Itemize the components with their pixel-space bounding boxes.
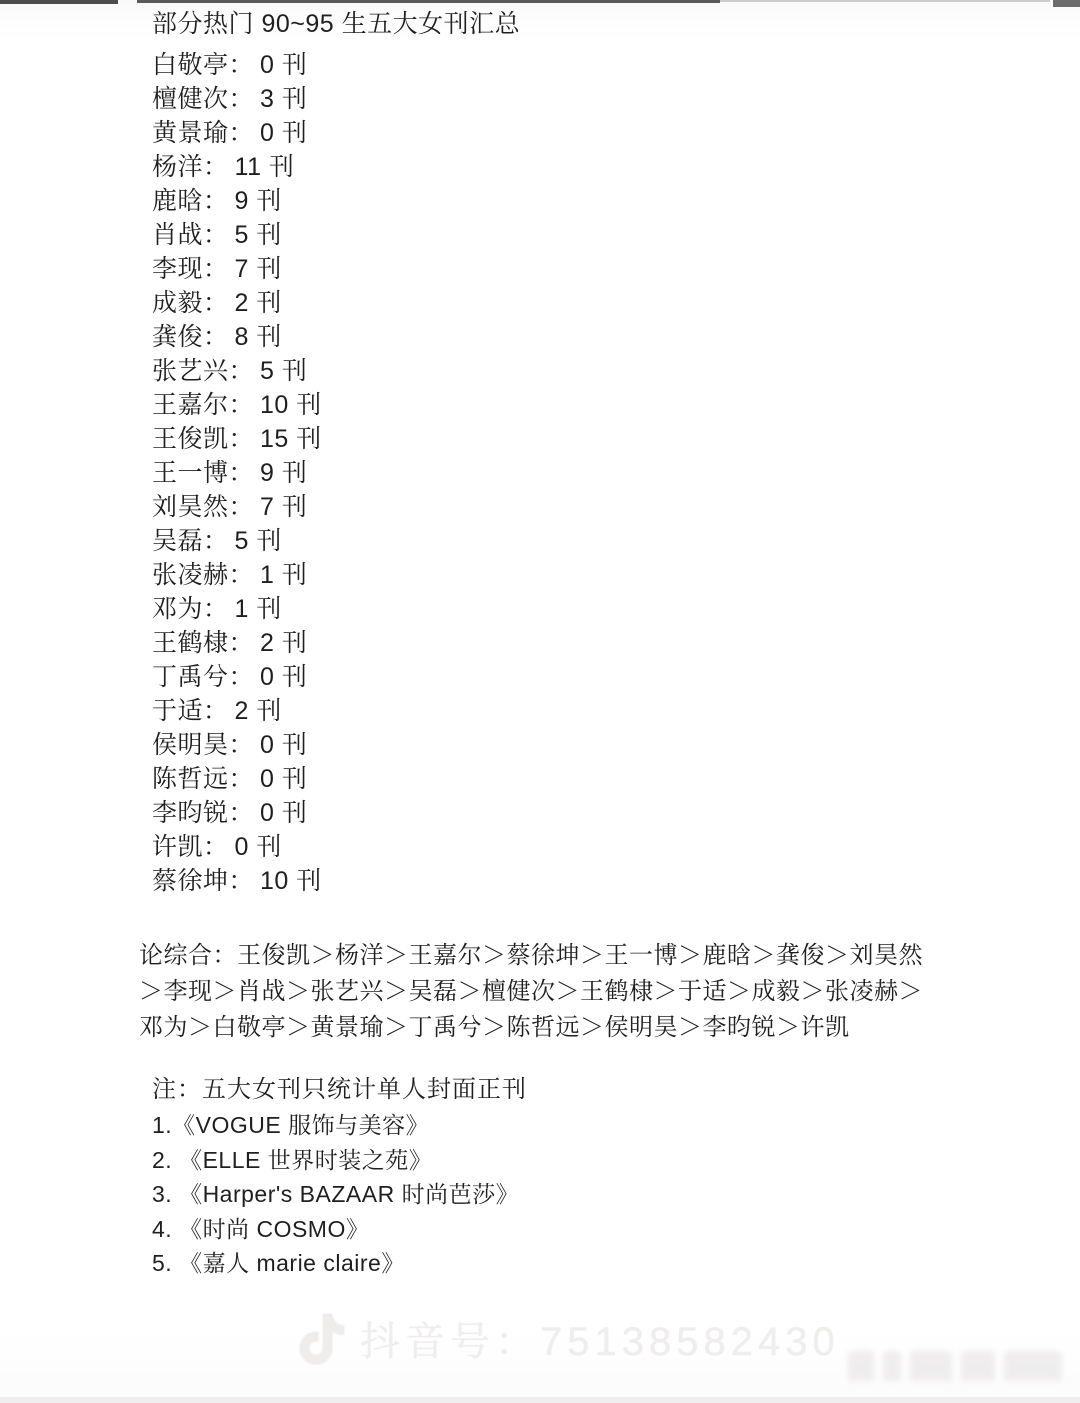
celebrity-row [152, 762, 962, 796]
celebrity-row [152, 524, 962, 558]
celebrity-name: 陈哲远： [152, 765, 255, 793]
magazine-count: 2 刊 [260, 629, 308, 657]
magazine-count: 9 刊 [260, 459, 308, 487]
celebrity-row [152, 660, 962, 694]
celebrity-name: 侯明昊： [152, 731, 255, 759]
celebrity-name: 蔡徐坤： [152, 867, 255, 895]
celebrity-name: 许凯： [152, 833, 229, 861]
overall-ranking-text: 论综合：王俊凯＞杨洋＞王嘉尔＞蔡徐坤＞王一博＞鹿晗＞龚俊＞刘昊然＞李现＞肖战＞张艺兴＞吴磊＞檀健次＞王鹤棣＞于适＞成毅＞张凌赫＞邓为＞白敬亭＞黄景瑜＞丁禹兮＞陈哲远＞侯明昊＞李昀锐＞许凯 [139, 942, 923, 1041]
page-bottom-edge [0, 1397, 1080, 1403]
magazine-item: 3. 《Harper's BAZAAR 时尚芭莎》 [152, 1181, 520, 1207]
celebrity-row [152, 82, 962, 116]
celebrity-row [152, 286, 962, 320]
celebrity-row [152, 218, 962, 252]
magazine-count: 0 刊 [260, 663, 308, 691]
celebrity-row [152, 558, 962, 592]
douyin-note-icon [300, 1314, 344, 1364]
celebrity-name: 杨洋： [152, 153, 229, 181]
celebrity-row [152, 184, 962, 218]
note-heading: 注：五大女刊只统计单人封面正刊 [152, 1076, 527, 1103]
page-top-edge [0, 0, 118, 4]
celebrity-name: 白敬亭： [152, 51, 255, 79]
celebrity-row [152, 252, 962, 286]
celebrity-name: 王俊凯： [152, 425, 255, 453]
celebrity-name: 鹿晗： [152, 187, 229, 215]
celebrity-row [152, 48, 962, 82]
magazine-count: 0 刊 [260, 765, 308, 793]
celebrity-row [152, 150, 962, 184]
celebrity-name: 张凌赫： [152, 561, 255, 589]
magazine-count: 10 刊 [260, 391, 322, 419]
celebrity-name: 王一博： [152, 459, 255, 487]
magazine-count: 0 刊 [260, 799, 308, 827]
magazine-count: 2 刊 [234, 697, 282, 725]
celebrity-row [152, 694, 962, 728]
douyin-id-text: 抖音号：75138582430 [360, 1320, 840, 1364]
celebrity-row [152, 864, 962, 898]
page-top-edge [137, 0, 720, 3]
celebrity-row [152, 354, 962, 388]
celebrity-name: 肖战： [152, 221, 229, 249]
magazine-count: 15 刊 [260, 425, 322, 453]
magazine-count: 11 刊 [234, 153, 295, 181]
magazine-count: 0 刊 [260, 119, 308, 147]
magazine-item: 2. 《ELLE 世界时装之苑》 [152, 1146, 433, 1173]
celebrity-count-list [152, 48, 962, 898]
celebrity-name: 檀健次： [152, 85, 255, 113]
magazine-count: 9 刊 [234, 187, 282, 215]
magazine-count: 2 刊 [234, 289, 282, 317]
magazine-count: 1 刊 [260, 561, 308, 589]
celebrity-row [152, 626, 962, 660]
magazine-count: 5 刊 [260, 357, 308, 385]
faint-watermark [848, 1345, 1068, 1387]
celebrity-row [152, 728, 962, 762]
celebrity-row [152, 456, 962, 490]
celebrity-name: 邓为： [152, 595, 229, 623]
page-title: 部分热门 90~95 生五大女刊汇总 [152, 10, 521, 38]
celebrity-row [152, 592, 962, 626]
celebrity-name: 王嘉尔： [152, 391, 255, 419]
celebrity-name: 龚俊： [152, 323, 229, 351]
celebrity-row [152, 116, 962, 150]
celebrity-name: 刘昊然： [152, 493, 255, 521]
magazine-item: 1.《VOGUE 服饰与美容》 [152, 1112, 430, 1138]
celebrity-name: 李昀锐： [152, 799, 255, 827]
magazine-count: 1 刊 [234, 595, 282, 623]
celebrity-row [152, 796, 962, 830]
magazine-count: 0 刊 [260, 51, 308, 79]
celebrity-name: 黄景瑜： [152, 119, 255, 147]
celebrity-row [152, 388, 962, 422]
celebrity-name: 张艺兴： [152, 357, 255, 385]
celebrity-name: 于适： [152, 697, 229, 725]
magazine-item: 5. 《嘉人 marie claire》 [152, 1250, 405, 1276]
page-top-edge [1053, 0, 1080, 7]
celebrity-name: 吴磊： [152, 527, 229, 555]
magazine-count: 10 刊 [260, 867, 322, 895]
celebrity-name: 李现： [152, 255, 229, 283]
celebrity-name: 王鹤棣： [152, 629, 255, 657]
celebrity-name: 成毅： [152, 289, 229, 317]
magazine-count: 3 刊 [260, 85, 308, 113]
magazine-count: 5 刊 [234, 221, 282, 249]
magazine-list [152, 1108, 962, 1281]
magazine-count: 0 刊 [260, 731, 308, 759]
magazine-count: 8 刊 [234, 323, 282, 351]
document-content [139, 6, 962, 1281]
celebrity-row [152, 830, 962, 864]
magazine-count: 7 刊 [260, 493, 308, 521]
celebrity-row [152, 490, 962, 524]
celebrity-row [152, 320, 962, 354]
page-top-edge [720, 0, 1050, 2]
celebrity-row [152, 422, 962, 456]
magazine-count: 7 刊 [234, 255, 282, 283]
celebrity-name: 丁禹兮： [152, 663, 255, 691]
douyin-watermark [300, 1310, 840, 1367]
magazine-count: 5 刊 [234, 527, 282, 555]
magazine-count: 0 刊 [234, 833, 282, 861]
magazine-item: 4. 《时尚 COSMO》 [152, 1215, 370, 1242]
